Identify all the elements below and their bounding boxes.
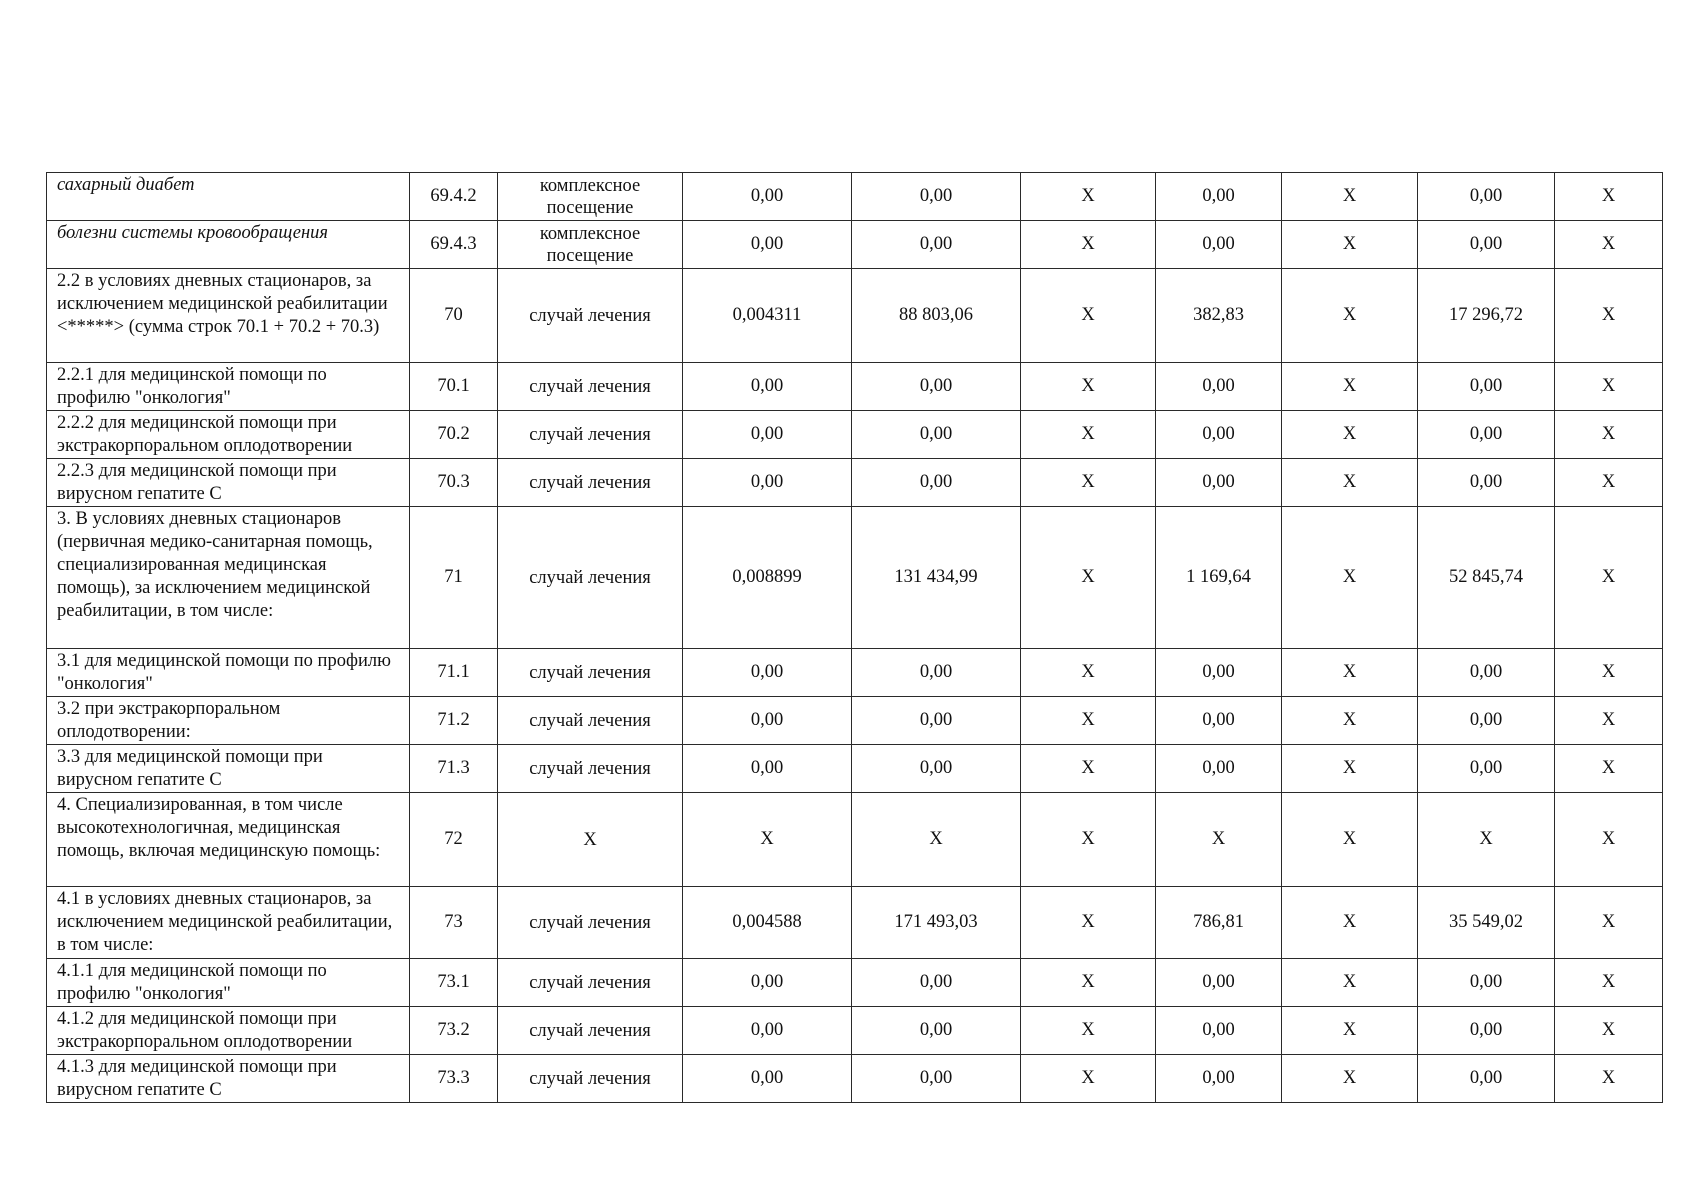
row-code-cell: 71.3 bbox=[410, 745, 498, 793]
col5-cell: 0,00 bbox=[852, 1055, 1021, 1103]
col4-cell: 0,00 bbox=[683, 959, 852, 1007]
table-row bbox=[47, 507, 1663, 649]
col4-cell: 0,00 bbox=[683, 1055, 852, 1103]
col5-cell: 131 434,99 bbox=[852, 507, 1021, 649]
col9-cell: 0,00 bbox=[1418, 363, 1555, 411]
table-row bbox=[47, 697, 1663, 745]
col6-cell: X bbox=[1021, 745, 1156, 793]
col6-cell: X bbox=[1021, 173, 1156, 221]
col10-cell: X bbox=[1555, 959, 1663, 1007]
row-unit-cell: случай лечения bbox=[498, 1007, 683, 1055]
table-row bbox=[47, 649, 1663, 697]
col6-cell: X bbox=[1021, 793, 1156, 887]
table-row bbox=[47, 1007, 1663, 1055]
table-row bbox=[47, 1055, 1663, 1103]
col4-cell: 0,00 bbox=[683, 363, 852, 411]
col7-cell: 0,00 bbox=[1156, 221, 1282, 269]
col7-cell: 0,00 bbox=[1156, 411, 1282, 459]
col5-cell: 0,00 bbox=[852, 411, 1021, 459]
row-name-cell: 2.2.1 для медицинской помощи по профилю "онкология" bbox=[47, 363, 410, 411]
row-code-cell: 70.1 bbox=[410, 363, 498, 411]
row-name-cell: 3.1 для медицинской помощи по профилю "онкология" bbox=[47, 649, 410, 697]
col7-cell: 1 169,64 bbox=[1156, 507, 1282, 649]
data-table bbox=[46, 172, 1663, 1103]
row-code-cell: 70 bbox=[410, 269, 498, 363]
col9-cell: 0,00 bbox=[1418, 459, 1555, 507]
col8-cell: X bbox=[1282, 887, 1418, 959]
col5-cell: 0,00 bbox=[852, 363, 1021, 411]
col10-cell: X bbox=[1555, 459, 1663, 507]
col10-cell: X bbox=[1555, 269, 1663, 363]
col10-cell: X bbox=[1555, 363, 1663, 411]
col6-cell: X bbox=[1021, 459, 1156, 507]
col10-cell: X bbox=[1555, 793, 1663, 887]
col6-cell: X bbox=[1021, 363, 1156, 411]
col9-cell: 52 845,74 bbox=[1418, 507, 1555, 649]
row-unit-cell: случай лечения bbox=[498, 649, 683, 697]
row-name-cell: 4.1.2 для медицинской помощи при экстракорпоральном оплодотворении bbox=[47, 1007, 410, 1055]
col8-cell: X bbox=[1282, 269, 1418, 363]
table-row bbox=[47, 887, 1663, 959]
table-row bbox=[47, 269, 1663, 363]
col6-cell: X bbox=[1021, 507, 1156, 649]
col4-cell: 0,00 bbox=[683, 221, 852, 269]
row-name-cell: 4. Специализированная, в том числе высокотехнологичная, медицинская помощь, включая медицинскую помощь: bbox=[47, 793, 410, 887]
row-name-cell: 3. В условиях дневных стационаров (первичная медико-санитарная помощь, специализированная медицинская помощь), за исключением медицинской реабилитации, в том числе: bbox=[47, 507, 410, 649]
row-code-cell: 69.4.2 bbox=[410, 173, 498, 221]
row-code-cell: 73.1 bbox=[410, 959, 498, 1007]
col9-cell: 35 549,02 bbox=[1418, 887, 1555, 959]
row-code-cell: 73 bbox=[410, 887, 498, 959]
col7-cell: 0,00 bbox=[1156, 1007, 1282, 1055]
col4-cell: 0,00 bbox=[683, 459, 852, 507]
row-name-cell: 2.2.2 для медицинской помощи при экстракорпоральном оплодотворении bbox=[47, 411, 410, 459]
col4-cell: 0,00 bbox=[683, 411, 852, 459]
row-unit-cell: комплексное посещение bbox=[498, 221, 683, 269]
col4-cell: X bbox=[683, 793, 852, 887]
row-name-cell: 3.2 при экстракорпоральном оплодотворении: bbox=[47, 697, 410, 745]
col6-cell: X bbox=[1021, 269, 1156, 363]
col9-cell: 0,00 bbox=[1418, 173, 1555, 221]
row-name-cell: 2.2 в условиях дневных стационаров, за исключением медицинской реабилитации <*****> (сумма строк 70.1 + 70.2 + 70.3) bbox=[47, 269, 410, 363]
col9-cell: 0,00 bbox=[1418, 649, 1555, 697]
col7-cell: 0,00 bbox=[1156, 697, 1282, 745]
row-unit-cell: случай лечения bbox=[498, 459, 683, 507]
row-name-cell: 4.1 в условиях дневных стационаров, за исключением медицинской реабилитации, в том числе: bbox=[47, 887, 410, 959]
col8-cell: X bbox=[1282, 745, 1418, 793]
col5-cell: 171 493,03 bbox=[852, 887, 1021, 959]
col5-cell: 0,00 bbox=[852, 221, 1021, 269]
col4-cell: 0,00 bbox=[683, 697, 852, 745]
col8-cell: X bbox=[1282, 363, 1418, 411]
table-row bbox=[47, 959, 1663, 1007]
col8-cell: X bbox=[1282, 649, 1418, 697]
row-unit-cell: комплексное посещение bbox=[498, 173, 683, 221]
col4-cell: 0,00 bbox=[683, 173, 852, 221]
table-row bbox=[47, 411, 1663, 459]
col6-cell: X bbox=[1021, 887, 1156, 959]
col8-cell: X bbox=[1282, 507, 1418, 649]
col7-cell: 0,00 bbox=[1156, 745, 1282, 793]
row-name-cell: 4.1.1 для медицинской помощи по профилю "онкология" bbox=[47, 959, 410, 1007]
row-code-cell: 71.1 bbox=[410, 649, 498, 697]
col9-cell: 0,00 bbox=[1418, 745, 1555, 793]
row-unit-cell: случай лечения bbox=[498, 1055, 683, 1103]
table-row bbox=[47, 745, 1663, 793]
col4-cell: 0,00 bbox=[683, 745, 852, 793]
col5-cell: 0,00 bbox=[852, 649, 1021, 697]
col5-cell: 0,00 bbox=[852, 959, 1021, 1007]
col10-cell: X bbox=[1555, 507, 1663, 649]
col6-cell: X bbox=[1021, 221, 1156, 269]
col4-cell: 0,004588 bbox=[683, 887, 852, 959]
table-row bbox=[47, 363, 1663, 411]
row-code-cell: 71.2 bbox=[410, 697, 498, 745]
col7-cell: X bbox=[1156, 793, 1282, 887]
col10-cell: X bbox=[1555, 745, 1663, 793]
col10-cell: X bbox=[1555, 1007, 1663, 1055]
row-name-cell: 2.2.3 для медицинской помощи при вирусном гепатите C bbox=[47, 459, 410, 507]
row-unit-cell: случай лечения bbox=[498, 363, 683, 411]
row-name-cell: 4.1.3 для медицинской помощи при вирусном гепатите C bbox=[47, 1055, 410, 1103]
row-unit-cell: случай лечения bbox=[498, 887, 683, 959]
col8-cell: X bbox=[1282, 793, 1418, 887]
row-name-cell: 3.3 для медицинской помощи при вирусном гепатите C bbox=[47, 745, 410, 793]
row-name-cell: сахарный диабет bbox=[47, 173, 410, 221]
col7-cell: 382,83 bbox=[1156, 269, 1282, 363]
col5-cell: X bbox=[852, 793, 1021, 887]
col8-cell: X bbox=[1282, 221, 1418, 269]
col6-cell: X bbox=[1021, 1055, 1156, 1103]
col9-cell: X bbox=[1418, 793, 1555, 887]
col9-cell: 0,00 bbox=[1418, 411, 1555, 459]
col9-cell: 0,00 bbox=[1418, 1055, 1555, 1103]
row-unit-cell: случай лечения bbox=[498, 411, 683, 459]
col9-cell: 0,00 bbox=[1418, 959, 1555, 1007]
row-name-cell: болезни системы кровообращения bbox=[47, 221, 410, 269]
col4-cell: 0,00 bbox=[683, 649, 852, 697]
row-code-cell: 69.4.3 bbox=[410, 221, 498, 269]
col10-cell: X bbox=[1555, 649, 1663, 697]
col8-cell: X bbox=[1282, 1055, 1418, 1103]
col5-cell: 0,00 bbox=[852, 1007, 1021, 1055]
col7-cell: 0,00 bbox=[1156, 459, 1282, 507]
col5-cell: 0,00 bbox=[852, 173, 1021, 221]
col5-cell: 0,00 bbox=[852, 745, 1021, 793]
row-code-cell: 73.3 bbox=[410, 1055, 498, 1103]
col4-cell: 0,004311 bbox=[683, 269, 852, 363]
col10-cell: X bbox=[1555, 697, 1663, 745]
col9-cell: 0,00 bbox=[1418, 697, 1555, 745]
col10-cell: X bbox=[1555, 411, 1663, 459]
row-unit-cell: случай лечения bbox=[498, 269, 683, 363]
row-code-cell: 71 bbox=[410, 507, 498, 649]
col6-cell: X bbox=[1021, 649, 1156, 697]
table-row bbox=[47, 793, 1663, 887]
row-code-cell: 70.3 bbox=[410, 459, 498, 507]
col5-cell: 0,00 bbox=[852, 459, 1021, 507]
col9-cell: 0,00 bbox=[1418, 221, 1555, 269]
col7-cell: 0,00 bbox=[1156, 363, 1282, 411]
row-unit-cell: случай лечения bbox=[498, 745, 683, 793]
table-row bbox=[47, 173, 1663, 221]
table-row bbox=[47, 459, 1663, 507]
col8-cell: X bbox=[1282, 959, 1418, 1007]
row-unit-cell: случай лечения bbox=[498, 959, 683, 1007]
table-body bbox=[47, 173, 1663, 1103]
col5-cell: 88 803,06 bbox=[852, 269, 1021, 363]
col7-cell: 786,81 bbox=[1156, 887, 1282, 959]
row-unit-cell: X bbox=[498, 793, 683, 887]
col8-cell: X bbox=[1282, 1007, 1418, 1055]
col9-cell: 0,00 bbox=[1418, 1007, 1555, 1055]
col10-cell: X bbox=[1555, 173, 1663, 221]
col10-cell: X bbox=[1555, 887, 1663, 959]
row-code-cell: 72 bbox=[410, 793, 498, 887]
col6-cell: X bbox=[1021, 697, 1156, 745]
col4-cell: 0,00 bbox=[683, 1007, 852, 1055]
col6-cell: X bbox=[1021, 959, 1156, 1007]
col8-cell: X bbox=[1282, 411, 1418, 459]
col5-cell: 0,00 bbox=[852, 697, 1021, 745]
row-unit-cell: случай лечения bbox=[498, 507, 683, 649]
col8-cell: X bbox=[1282, 697, 1418, 745]
row-unit-cell: случай лечения bbox=[498, 697, 683, 745]
col4-cell: 0,008899 bbox=[683, 507, 852, 649]
col10-cell: X bbox=[1555, 221, 1663, 269]
table-row bbox=[47, 221, 1663, 269]
row-code-cell: 70.2 bbox=[410, 411, 498, 459]
col7-cell: 0,00 bbox=[1156, 173, 1282, 221]
col7-cell: 0,00 bbox=[1156, 1055, 1282, 1103]
row-code-cell: 73.2 bbox=[410, 1007, 498, 1055]
col7-cell: 0,00 bbox=[1156, 959, 1282, 1007]
col7-cell: 0,00 bbox=[1156, 649, 1282, 697]
col9-cell: 17 296,72 bbox=[1418, 269, 1555, 363]
col10-cell: X bbox=[1555, 1055, 1663, 1103]
col8-cell: X bbox=[1282, 173, 1418, 221]
col6-cell: X bbox=[1021, 411, 1156, 459]
col6-cell: X bbox=[1021, 1007, 1156, 1055]
col8-cell: X bbox=[1282, 459, 1418, 507]
